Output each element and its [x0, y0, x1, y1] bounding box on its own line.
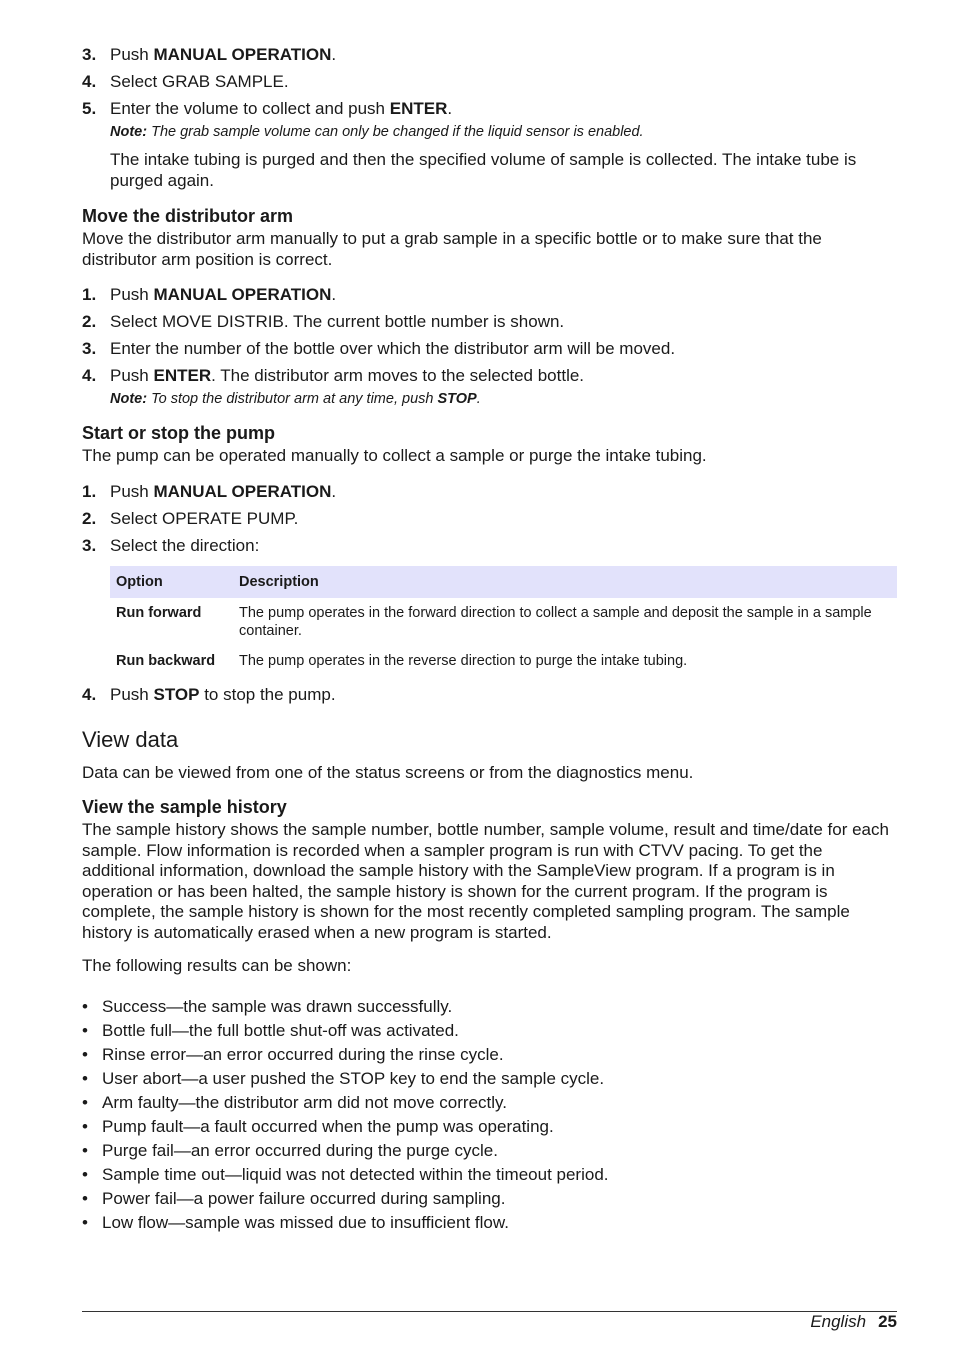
- pump-intro: The pump can be operated manually to collect a sample or purge the intake tubing.: [82, 446, 707, 465]
- footer-divider: [82, 1311, 897, 1312]
- grab-purge-paragraph: The intake tubing is purged and then the specified volume of sample is collected. The intake tube is purged again.: [110, 150, 857, 190]
- grab-step-5: 5. Enter the volume to collect and push ENTER.: [82, 99, 453, 118]
- sample-history-paragraph: The sample history shows the sample number, bottle number, sample volume, result and time/date for each sample. Flow information is recorded when a sampler program is run with CTVV pacing. To get the additional information, download the sample history with the SampleView program. If a program is in operation or has been halted, the sample history is shown for the current program. If the program is complete, the sample history is shown for the most recently completed sampling program. The sample history is automatically erased when a new program is started.: [82, 820, 889, 942]
- option-name: Run forward: [116, 604, 202, 621]
- view-data-intro: Data can be viewed from one of the status screens or from the diagnostics menu.: [82, 762, 694, 782]
- direction-options-table: [110, 566, 897, 676]
- list-item: • Low flow—sample was missed due to insufficient flow.: [82, 1212, 509, 1232]
- list-item: • Pump fault—a fault occurred when the pump was operating.: [82, 1116, 554, 1136]
- grab-steps: [82, 44, 897, 191]
- grab-step-3: 3. Push MANUAL OPERATION.: [82, 45, 337, 64]
- pump-step-3: 3. Select the direction:: [82, 535, 260, 555]
- grab-step-4: 4. Select GRAB SAMPLE.: [82, 72, 289, 91]
- pump-step-4: 4. Push STOP to stop the pump.: [82, 684, 336, 704]
- pump-step-2: 2. Select OPERATE PUMP.: [82, 508, 299, 528]
- list-item: • Power fail—a power failure occurred during sampling.: [82, 1188, 506, 1208]
- footer-language: English: [810, 1312, 867, 1331]
- grab-note: Note: The grab sample volume can only be changed if the liquid sensor is enabled.: [110, 124, 644, 140]
- page-content: [82, 44, 897, 1235]
- list-item: • Sample time out—liquid was not detected within the timeout period.: [82, 1164, 609, 1184]
- results-list: [82, 995, 897, 1235]
- page-footer: [810, 1312, 897, 1332]
- distributor-heading: Move the distributor arm: [82, 206, 294, 226]
- list-item: • Bottle full—the full bottle shut-off was activated.: [82, 1020, 459, 1040]
- distributor-step-3: 3. Enter the number of the bottle over which the distributor arm will be moved.: [82, 339, 676, 358]
- list-item: • Success—the sample was drawn successfully.: [82, 996, 453, 1016]
- pump-steps: [82, 481, 897, 562]
- page-number: 25: [878, 1312, 897, 1331]
- list-item: • Arm faulty—the distributor arm did not move correctly.: [82, 1092, 507, 1112]
- table-header-option: Option: [110, 566, 233, 598]
- pump-heading: Start or stop the pump: [82, 423, 275, 443]
- distributor-step-2: 2. Select MOVE DISTRIB. The current bottle number is shown.: [82, 312, 565, 331]
- distributor-intro: Move the distributor arm manually to put a grab sample in a specific bottle or to make sure that the distributor arm position is correct.: [82, 229, 822, 269]
- table-row: [110, 646, 897, 676]
- distributor-step-4: 4. Push ENTER. The distributor arm moves to the selected bottle.: [82, 366, 585, 385]
- distributor-steps: [82, 284, 897, 408]
- sample-history-heading: View the sample history: [82, 797, 287, 817]
- pump-step-1: 1. Push MANUAL OPERATION.: [82, 481, 337, 501]
- list-item: • Rinse error—an error occurred during the rinse cycle.: [82, 1044, 504, 1064]
- view-data-heading: View data: [82, 726, 179, 752]
- distributor-step-1: 1. Push MANUAL OPERATION.: [82, 285, 337, 304]
- table-header-description: Description: [233, 566, 897, 598]
- table-header-row: [110, 566, 897, 598]
- option-name: Run backward: [116, 652, 216, 669]
- list-item: • User abort—a user pushed the STOP key to end the sample cycle.: [82, 1068, 605, 1088]
- list-item: • Purge fail—an error occurred during the purge cycle.: [82, 1140, 498, 1160]
- option-description: The pump operates in the forward direction to collect a sample and deposit the sample in a sample container.: [239, 604, 872, 639]
- table-row: [110, 598, 897, 646]
- option-description: The pump operates in the reverse direction to purge the intake tubing.: [239, 652, 688, 669]
- results-intro: The following results can be shown:: [82, 956, 352, 975]
- distributor-note: Note: To stop the distributor arm at any time, push STOP.: [110, 391, 481, 407]
